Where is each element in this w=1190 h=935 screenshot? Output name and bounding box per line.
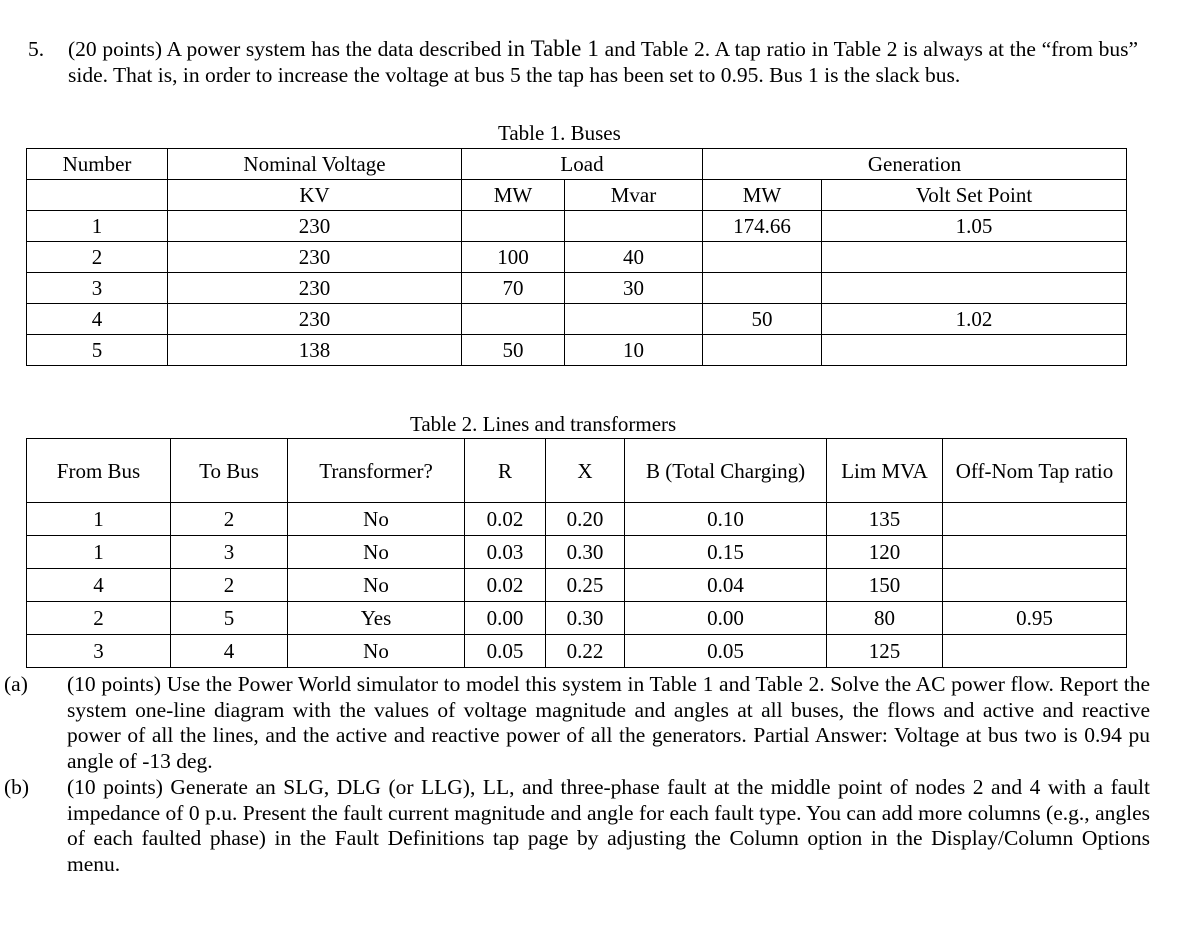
cell-transformer: No: [288, 536, 465, 569]
cell-x: 0.20: [546, 503, 625, 536]
cell-load-mvar: 40: [565, 242, 703, 273]
header-from-bus: From Bus: [27, 439, 171, 503]
cell-lim-mva: 80: [827, 602, 943, 635]
cell-number: 3: [27, 273, 168, 304]
bus-row: [27, 242, 1127, 273]
cell-lim-mva: 150: [827, 569, 943, 602]
cell-load-mvar: 10: [565, 335, 703, 366]
cell-from-bus: 2: [27, 602, 171, 635]
bus-row: [27, 335, 1127, 366]
cell-kv: 230: [168, 304, 462, 335]
line-row: [27, 536, 1127, 569]
cell-load-mw: [462, 304, 565, 335]
cell-x: 0.30: [546, 536, 625, 569]
cell-load-mw: 50: [462, 335, 565, 366]
header-blank: [27, 180, 168, 211]
header-generation: Generation: [703, 149, 1127, 180]
cell-gen-mw: 174.66: [703, 211, 822, 242]
header-b-total-charging: B (Total Charging): [625, 439, 827, 503]
header-nominal-voltage: Nominal Voltage: [168, 149, 462, 180]
buses-table: [26, 148, 1127, 366]
part-b-label: (b): [4, 775, 30, 799]
cell-from-bus: 1: [27, 536, 171, 569]
problem-number: 5.: [28, 37, 45, 61]
cell-to-bus: 4: [171, 635, 288, 668]
cell-gen-mw: [703, 335, 822, 366]
bus-row: [27, 211, 1127, 242]
cell-volt-set-point: [822, 242, 1127, 273]
cell-volt-set-point: [822, 335, 1127, 366]
cell-gen-mw: 50: [703, 304, 822, 335]
line-row: [27, 503, 1127, 536]
cell-from-bus: 1: [27, 503, 171, 536]
header-to-bus: To Bus: [171, 439, 288, 503]
bus-row: [27, 273, 1127, 304]
cell-r: 0.02: [465, 503, 546, 536]
line-row: [27, 569, 1127, 602]
cell-b-total-charging: 0.15: [625, 536, 827, 569]
part-a-text: (10 points) Use the Power World simulator to model this system in Table 1 and Table 2. Solve the AC power flow. Report the system one-line diagram with the values of voltage magnitude and angles at all buses, the flows and active and reactive power of all the lines, and the active and reactive power of all the generators. Partial Answer: Voltage at bus two is 0.94 pu angle of -13 deg.: [67, 672, 1150, 773]
cell-kv: 230: [168, 273, 462, 304]
cell-kv: 138: [168, 335, 462, 366]
header-transformer: Transformer?: [288, 439, 465, 503]
cell-from-bus: 3: [27, 635, 171, 668]
header-off-nom-tap-ratio: Off-Nom Tap ratio: [943, 439, 1127, 503]
cell-r: 0.02: [465, 569, 546, 602]
cell-load-mvar: [565, 304, 703, 335]
header-gen-mw: MW: [703, 180, 822, 211]
table2-caption: Table 2. Lines and transformers: [410, 412, 677, 436]
table1-header-row-2: [27, 180, 1127, 211]
cell-transformer: No: [288, 503, 465, 536]
line-row: [27, 635, 1127, 668]
cell-transformer: Yes: [288, 602, 465, 635]
cell-to-bus: 5: [171, 602, 288, 635]
cell-off-nom-tap-ratio: 0.95: [943, 602, 1127, 635]
cell-number: 4: [27, 304, 168, 335]
cell-to-bus: 2: [171, 503, 288, 536]
cell-to-bus: 3: [171, 536, 288, 569]
problem-statement: [28, 36, 1138, 88]
cell-lim-mva: 135: [827, 503, 943, 536]
cell-number: 5: [27, 335, 168, 366]
cell-r: 0.03: [465, 536, 546, 569]
header-lim-mva: Lim MVA: [827, 439, 943, 503]
lines-transformers-table: [26, 438, 1127, 668]
header-volt-set-point: Volt Set Point: [822, 180, 1127, 211]
cell-volt-set-point: [822, 273, 1127, 304]
part-a-label: (a): [4, 672, 28, 696]
cell-volt-set-point: 1.02: [822, 304, 1127, 335]
cell-b-total-charging: 0.05: [625, 635, 827, 668]
cell-number: 2: [27, 242, 168, 273]
header-load-mw: MW: [462, 180, 565, 211]
cell-load-mw: 100: [462, 242, 565, 273]
line-row: [27, 602, 1127, 635]
cell-off-nom-tap-ratio: [943, 635, 1127, 668]
cell-x: 0.25: [546, 569, 625, 602]
cell-kv: 230: [168, 211, 462, 242]
part-b: [0, 775, 1150, 877]
problem-text-part-2: and Table 2. A tap ratio in Table 2 is always at the “from bus” side. That is, in order to increase the voltage at bus 5 the tap has been set to 0.95. Bus 1 is the slack bus.: [68, 37, 1139, 87]
part-b-text: (10 points) Generate an SLG, DLG (or LLG), LL, and three-phase fault at the middle point of nodes 2 and 4 with a fault impedance of 0 p.u. Present the fault current magnitude and angle for each fault type. You can add more columns (e.g., angles of each faulted phase) in the Fault Definitions tap page by adjusting the Column option in the Display/Column Options menu.: [67, 775, 1150, 876]
header-load: Load: [462, 149, 703, 180]
cell-kv: 230: [168, 242, 462, 273]
problem-text: [68, 36, 1138, 88]
cell-lim-mva: 125: [827, 635, 943, 668]
cell-from-bus: 4: [27, 569, 171, 602]
cell-load-mw: [462, 211, 565, 242]
cell-volt-set-point: 1.05: [822, 211, 1127, 242]
cell-to-bus: 2: [171, 569, 288, 602]
cell-transformer: No: [288, 635, 465, 668]
cell-x: 0.22: [546, 635, 625, 668]
cell-load-mvar: [565, 211, 703, 242]
header-load-mvar: Mvar: [565, 180, 703, 211]
cell-b-total-charging: 0.00: [625, 602, 827, 635]
table1-caption: Table 1. Buses: [498, 121, 621, 145]
cell-number: 1: [27, 211, 168, 242]
cell-r: 0.00: [465, 602, 546, 635]
part-a: [0, 672, 1150, 774]
cell-off-nom-tap-ratio: [943, 503, 1127, 536]
cell-gen-mw: [703, 273, 822, 304]
cell-lim-mva: 120: [827, 536, 943, 569]
problem-text-in-table1: in Table 1: [507, 36, 599, 61]
cell-off-nom-tap-ratio: [943, 569, 1127, 602]
cell-off-nom-tap-ratio: [943, 536, 1127, 569]
cell-gen-mw: [703, 242, 822, 273]
cell-b-total-charging: 0.10: [625, 503, 827, 536]
header-r: R: [465, 439, 546, 503]
cell-load-mvar: 30: [565, 273, 703, 304]
header-number: Number: [27, 149, 168, 180]
cell-transformer: No: [288, 569, 465, 602]
problem-text-part-1: (20 points) A power system has the data described: [68, 37, 508, 61]
cell-load-mw: 70: [462, 273, 565, 304]
header-x: X: [546, 439, 625, 503]
table1-header-row-1: [27, 149, 1127, 180]
cell-r: 0.05: [465, 635, 546, 668]
cell-b-total-charging: 0.04: [625, 569, 827, 602]
bus-row: [27, 304, 1127, 335]
cell-x: 0.30: [546, 602, 625, 635]
table2-header-row: [27, 439, 1127, 503]
header-kv: KV: [168, 180, 462, 211]
